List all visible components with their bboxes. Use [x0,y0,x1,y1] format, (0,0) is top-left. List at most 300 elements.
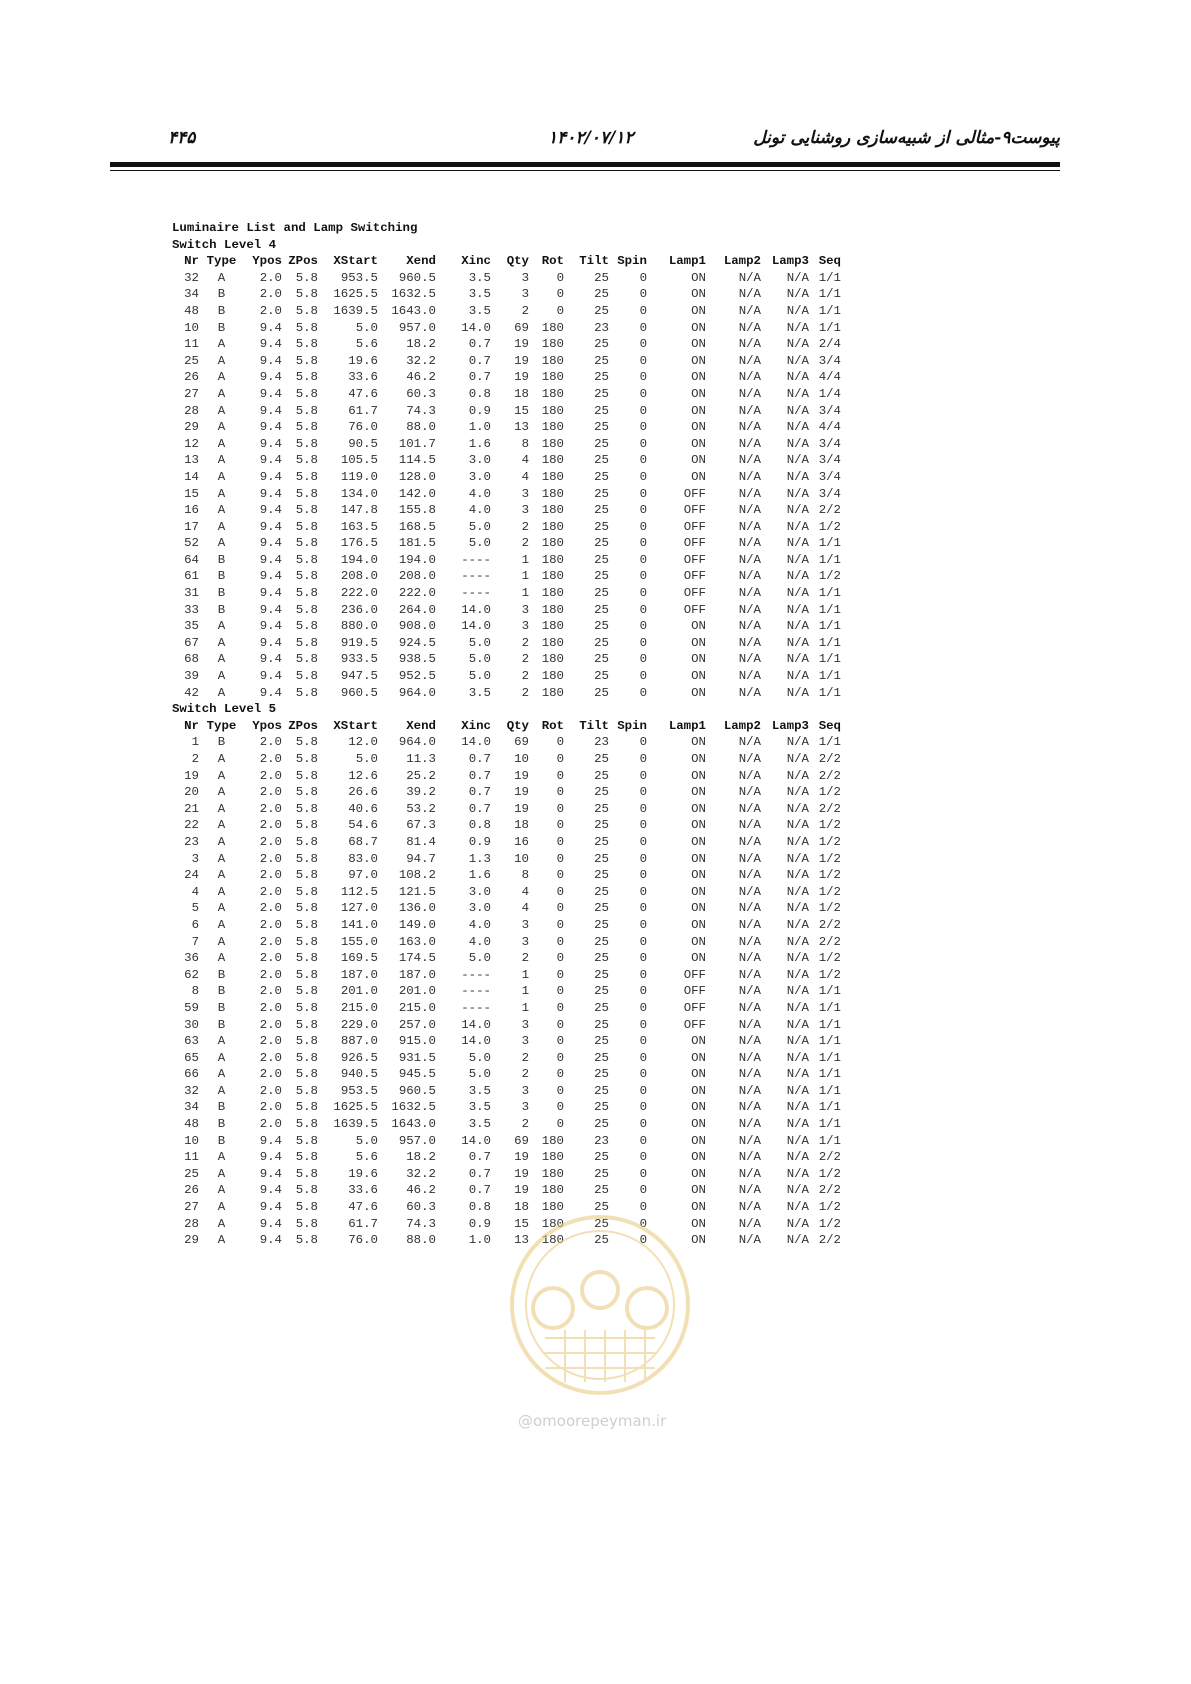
column-header-row [172,253,972,270]
table-cell: 121.5 [398,884,436,899]
table-cell: 128.0 [398,469,436,484]
table-row [172,336,972,353]
table-cell: 0 [639,1000,647,1015]
section-title: Switch Level 5 [172,702,277,717]
table-row [172,950,972,967]
table-cell: 1/1 [818,635,841,650]
table-cell: 1/1 [818,1034,841,1049]
table-cell: 5.0 [355,752,378,766]
table-cell: 2.0 [259,785,282,800]
table-cell: N/A [738,1233,761,1248]
table-cell: N/A [786,851,809,866]
table-cell: 14.0 [461,1034,491,1049]
table-cell: N/A [738,818,761,833]
table-cell: 5 [191,901,199,916]
table-cell: 180 [541,519,564,534]
table-cell: ON [691,934,706,949]
table-cell: 34 [184,287,199,302]
table-cell: 0 [639,1117,647,1132]
table-cell: N/A [786,1117,809,1132]
table-row [172,602,972,619]
table-cell: N/A [738,1000,761,1015]
table-cell: 9.4 [259,1233,282,1248]
table-cell: N/A [738,602,761,617]
table-cell: 1625.5 [333,1100,378,1115]
table-cell: OFF [683,1017,706,1032]
table-row [172,768,972,785]
table-cell: 25 [594,1183,609,1198]
page-number: ۴۴۵ [168,128,196,148]
table-cell: A [217,1200,226,1215]
table-cell: 0 [639,469,647,484]
table-cell: A [217,1034,226,1049]
table-cell: 5.8 [295,635,318,650]
table-cell: 0 [639,386,647,401]
table-cell: 180 [541,652,564,667]
table-cell: 0 [639,420,647,435]
table-cell: 964.0 [398,735,436,750]
table-row [172,1000,972,1017]
table-cell: 1/1 [818,1100,841,1115]
table-cell: 25 [594,552,609,567]
table-cell: 5.8 [295,834,318,849]
table-cell: OFF [683,602,706,617]
table-cell: 155.8 [398,503,436,518]
table-cell: 25 [184,1166,199,1181]
table-cell: 1/1 [818,536,841,551]
table-cell: N/A [738,652,761,667]
table-cell: ON [691,453,706,468]
table-cell: 9.4 [259,403,282,418]
table-cell: 5.8 [295,1100,318,1115]
table-cell: ON [691,1100,706,1115]
table-cell: 9.4 [259,1183,282,1198]
table-cell: 180 [541,386,564,401]
table-cell: 180 [541,370,564,385]
table-cell: OFF [683,586,706,601]
table-cell: 180 [541,1233,564,1248]
table-cell: 208.0 [398,569,436,584]
table-cell: 5.8 [295,586,318,601]
table-cell: 0 [556,818,564,833]
table-cell: 3 [521,1100,529,1115]
table-cell: 1/1 [818,586,841,601]
table-cell: 23 [184,834,199,849]
table-cell: 25 [594,536,609,551]
table-cell: 222.0 [398,586,436,601]
table-cell: 101.7 [398,436,436,451]
table-cell: ON [691,801,706,816]
table-cell: N/A [786,536,809,551]
table-cell: 2.0 [259,934,282,949]
table-cell: 1/2 [818,951,841,966]
table-cell: 30 [184,1017,199,1032]
table-cell: 19 [514,370,529,385]
table-cell: 2.0 [259,1083,282,1098]
table-cell: 0 [639,503,647,518]
table-cell: 5.8 [295,1150,318,1165]
running-header [110,128,1060,164]
table-cell: 180 [541,1183,564,1198]
table-cell: OFF [683,984,706,999]
table-cell: 9.4 [259,602,282,617]
table-cell: 36 [184,951,199,966]
table-cell: A [217,1150,226,1165]
table-cell: 0 [639,453,647,468]
table-cell: ON [691,1233,706,1248]
table-cell: 25 [594,635,609,650]
table-cell: 0 [639,1166,647,1181]
table-cell: 83.0 [348,851,378,866]
table-cell: 74.3 [406,403,436,418]
table-cell: 0.7 [468,1150,491,1165]
table-cell: 0 [639,320,647,335]
table-cell: 163.5 [340,519,378,534]
table-cell: ---- [461,569,491,584]
table-cell: 11 [184,337,199,352]
table-cell: 0.7 [468,1166,491,1181]
table-cell: N/A [786,635,809,650]
table-row [172,1133,972,1150]
table-cell: A [217,469,226,484]
table-row [172,303,972,320]
table-cell: 0 [639,370,647,385]
table-cell: 5.8 [295,270,318,285]
table-cell: 3 [521,503,529,518]
table-cell: 47.6 [348,1200,378,1215]
table-cell: 1/2 [818,851,841,866]
table-cell: 29 [184,1233,199,1248]
table-cell: 2.0 [259,851,282,866]
table-cell: 0 [639,337,647,352]
table-cell: 0 [639,851,647,866]
table-cell: N/A [738,1166,761,1181]
table-cell: 2.0 [259,287,282,302]
column-header: Lamp1 [668,254,706,269]
table-cell: 14.0 [461,619,491,634]
table-cell: 69 [514,320,529,335]
table-cell: 14.0 [461,320,491,335]
table-row [172,1149,972,1166]
table-cell: 25 [594,934,609,949]
table-row [172,1182,972,1199]
table-cell: ON [691,420,706,435]
table-cell: N/A [786,1150,809,1165]
table-cell: 1/1 [818,303,841,318]
table-cell: 2/2 [818,503,841,518]
table-cell: 0 [556,1067,564,1082]
table-cell: 1/2 [818,818,841,833]
table-cell: B [217,569,226,584]
table-cell: 180 [541,552,564,567]
table-cell: 5.8 [295,619,318,634]
table-cell: 53.2 [406,801,436,816]
table-cell: ON [691,1083,706,1098]
table-cell: 26 [184,1183,199,1198]
table-cell: N/A [738,868,761,883]
table-cell: N/A [786,1166,809,1181]
table-cell: 68.7 [348,834,378,849]
table-cell: 1.3 [468,851,491,866]
table-row [172,535,972,552]
table-cell: A [217,834,226,849]
table-cell: A [217,818,226,833]
table-cell: 25 [594,353,609,368]
table-cell: 25.2 [406,768,436,783]
table-cell: A [217,652,226,667]
table-cell: N/A [786,818,809,833]
table-cell: 5.8 [295,884,318,899]
table-cell: N/A [738,901,761,916]
table-cell: 9.4 [259,370,282,385]
table-cell: 215.0 [340,1000,378,1015]
table-cell: 0.7 [468,353,491,368]
table-cell: N/A [786,420,809,435]
table-cell: 4 [191,884,199,899]
table-cell: 3.5 [468,303,491,318]
table-cell: 0.8 [468,818,491,833]
table-cell: 2.0 [259,303,282,318]
table-cell: 5.8 [295,868,318,883]
table-row [172,967,972,984]
table-cell: N/A [738,669,761,684]
column-header: Lamp3 [771,718,809,733]
table-cell: 1/2 [818,884,841,899]
table-cell: 9.4 [259,420,282,435]
table-cell: ON [691,951,706,966]
table-cell: 25 [594,619,609,634]
table-cell: A [217,370,226,385]
table-row [172,270,972,287]
column-header-row [172,718,972,735]
table-cell: 0 [639,519,647,534]
table-cell: 13 [514,420,529,435]
table-cell: 2.0 [259,1100,282,1115]
table-cell: N/A [738,1083,761,1098]
table-cell: 0 [556,1034,564,1049]
table-cell: 5.8 [295,669,318,684]
table-row [172,900,972,917]
table-cell: 12.6 [348,768,378,783]
table-cell: 924.5 [398,635,436,650]
table-row [172,1017,972,1034]
table-cell: A [217,536,226,551]
table-row [172,353,972,370]
table-cell: 147.8 [340,503,378,518]
table-cell: 14.0 [461,735,491,750]
table-row [172,486,972,503]
table-cell: ON [691,1150,706,1165]
table-cell: N/A [786,469,809,484]
table-cell: N/A [786,685,809,700]
table-cell: 142.0 [398,486,436,501]
table-cell: N/A [738,353,761,368]
table-cell: 0 [556,884,564,899]
table-cell: A [217,951,226,966]
table-cell: 0 [556,785,564,800]
table-cell: 15 [514,1216,529,1231]
table-cell: 3 [521,1034,529,1049]
table-cell: 2/4 [818,337,841,352]
table-cell: 0 [639,436,647,451]
table-cell: A [217,768,226,783]
table-cell: A [217,403,226,418]
table-cell: B [217,967,226,982]
table-cell: 69 [514,735,529,750]
table-row [172,568,972,585]
table-cell: 2.0 [259,801,282,816]
table-cell: 9.4 [259,619,282,634]
table-cell: 5.8 [295,552,318,567]
column-header: Lamp3 [771,254,809,269]
table-row [172,817,972,834]
table-cell: 9.4 [259,320,282,335]
table-cell: N/A [738,1183,761,1198]
table-cell: N/A [738,453,761,468]
table-cell: N/A [786,1034,809,1049]
table-cell: 2/2 [818,917,841,932]
table-cell: N/A [738,1117,761,1132]
table-cell: 236.0 [340,602,378,617]
table-cell: 3 [521,934,529,949]
table-cell: N/A [738,303,761,318]
table-cell: 25 [594,834,609,849]
table-cell: N/A [786,967,809,982]
table-row [172,751,972,768]
table-cell: 1/1 [818,1133,841,1148]
table-cell: N/A [786,934,809,949]
table-cell: 5.8 [295,1083,318,1098]
table-cell: N/A [738,386,761,401]
table-cell: 1.0 [468,1233,491,1248]
table-cell: OFF [683,503,706,518]
table-cell: ON [691,1034,706,1049]
table-cell: B [217,287,226,302]
table-cell: 25 [594,503,609,518]
table-cell: ---- [461,984,491,999]
table-cell: 2.0 [259,868,282,883]
table-cell: 63 [184,1034,199,1049]
table-cell: 3.5 [468,1083,491,1098]
table-cell: 180 [541,569,564,584]
table-cell: 952.5 [398,669,436,684]
table-cell: 25 [594,868,609,883]
table-cell: 1 [521,1000,529,1015]
table-cell: 2/2 [818,1233,841,1248]
table-cell: 5.8 [295,818,318,833]
table-cell: 953.5 [340,1083,378,1098]
table-cell: 0 [556,934,564,949]
table-cell: 54.6 [348,818,378,833]
table-cell: 5.8 [295,1233,318,1248]
table-cell: 180 [541,685,564,700]
table-cell: 5.8 [295,1017,318,1032]
table-cell: 908.0 [398,619,436,634]
table-cell: 25 [594,1083,609,1098]
table-cell: 3 [521,1017,529,1032]
table-cell: 25 [594,486,609,501]
table-cell: 2/2 [818,1183,841,1198]
table-cell: ON [691,287,706,302]
table-cell: 3.0 [468,901,491,916]
table-cell: 23 [594,320,609,335]
table-cell: 0 [556,801,564,816]
table-cell: 176.5 [340,536,378,551]
table-cell: 1 [191,735,199,750]
table-cell: 215.0 [398,1000,436,1015]
table-row [172,585,972,602]
table-cell: 25 [184,353,199,368]
table-cell: ON [691,818,706,833]
table-cell: N/A [786,1200,809,1215]
table-cell: 180 [541,503,564,518]
column-header: Qty [506,254,529,269]
table-cell: 3.5 [468,270,491,285]
table-cell: A [217,519,226,534]
table-cell: 0 [556,951,564,966]
table-cell: 32.2 [406,353,436,368]
table-cell: 25 [594,851,609,866]
table-cell: ---- [461,586,491,601]
table-cell: 25 [594,818,609,833]
table-cell: ON [691,386,706,401]
table-cell: N/A [786,801,809,816]
table-cell: 931.5 [398,1050,436,1065]
table-cell: N/A [738,984,761,999]
table-cell: 2.0 [259,1034,282,1049]
table-cell: 945.5 [398,1067,436,1082]
table-cell: 0 [556,1017,564,1032]
table-cell: 3.5 [468,287,491,302]
table-cell: OFF [683,1000,706,1015]
table-cell: 168.5 [398,519,436,534]
table-cell: 10 [514,851,529,866]
table-cell: ON [691,868,706,883]
table-row [172,452,972,469]
table-cell: 3/4 [818,469,841,484]
table-cell: 3 [521,1083,529,1098]
table-cell: 25 [594,951,609,966]
column-header: ZPos [288,718,318,733]
table-cell: 0.7 [468,337,491,352]
table-cell: N/A [738,436,761,451]
table-cell: B [217,1117,226,1132]
table-cell: N/A [738,1150,761,1165]
table-cell: 5.8 [295,420,318,435]
table-cell: ON [691,1166,706,1181]
table-cell: N/A [786,735,809,750]
table-cell: 5.8 [295,1034,318,1049]
table-row [172,734,972,751]
table-cell: 25 [594,586,609,601]
table-cell: 964.0 [398,685,436,700]
table-cell: N/A [738,917,761,932]
column-header: Seq [818,718,841,733]
table-cell: 1 [521,569,529,584]
table-cell: N/A [738,1216,761,1231]
table-cell: 4.0 [468,503,491,518]
table-cell: 9.4 [259,486,282,501]
table-cell: 2 [521,652,529,667]
table-cell: N/A [738,635,761,650]
table-cell: 1625.5 [333,287,378,302]
table-cell: 5.8 [295,984,318,999]
table-cell: 39 [184,669,199,684]
table-cell: 25 [594,1000,609,1015]
table-cell: 1632.5 [391,1100,436,1115]
table-cell: N/A [786,320,809,335]
table-cell: 12 [184,436,199,451]
